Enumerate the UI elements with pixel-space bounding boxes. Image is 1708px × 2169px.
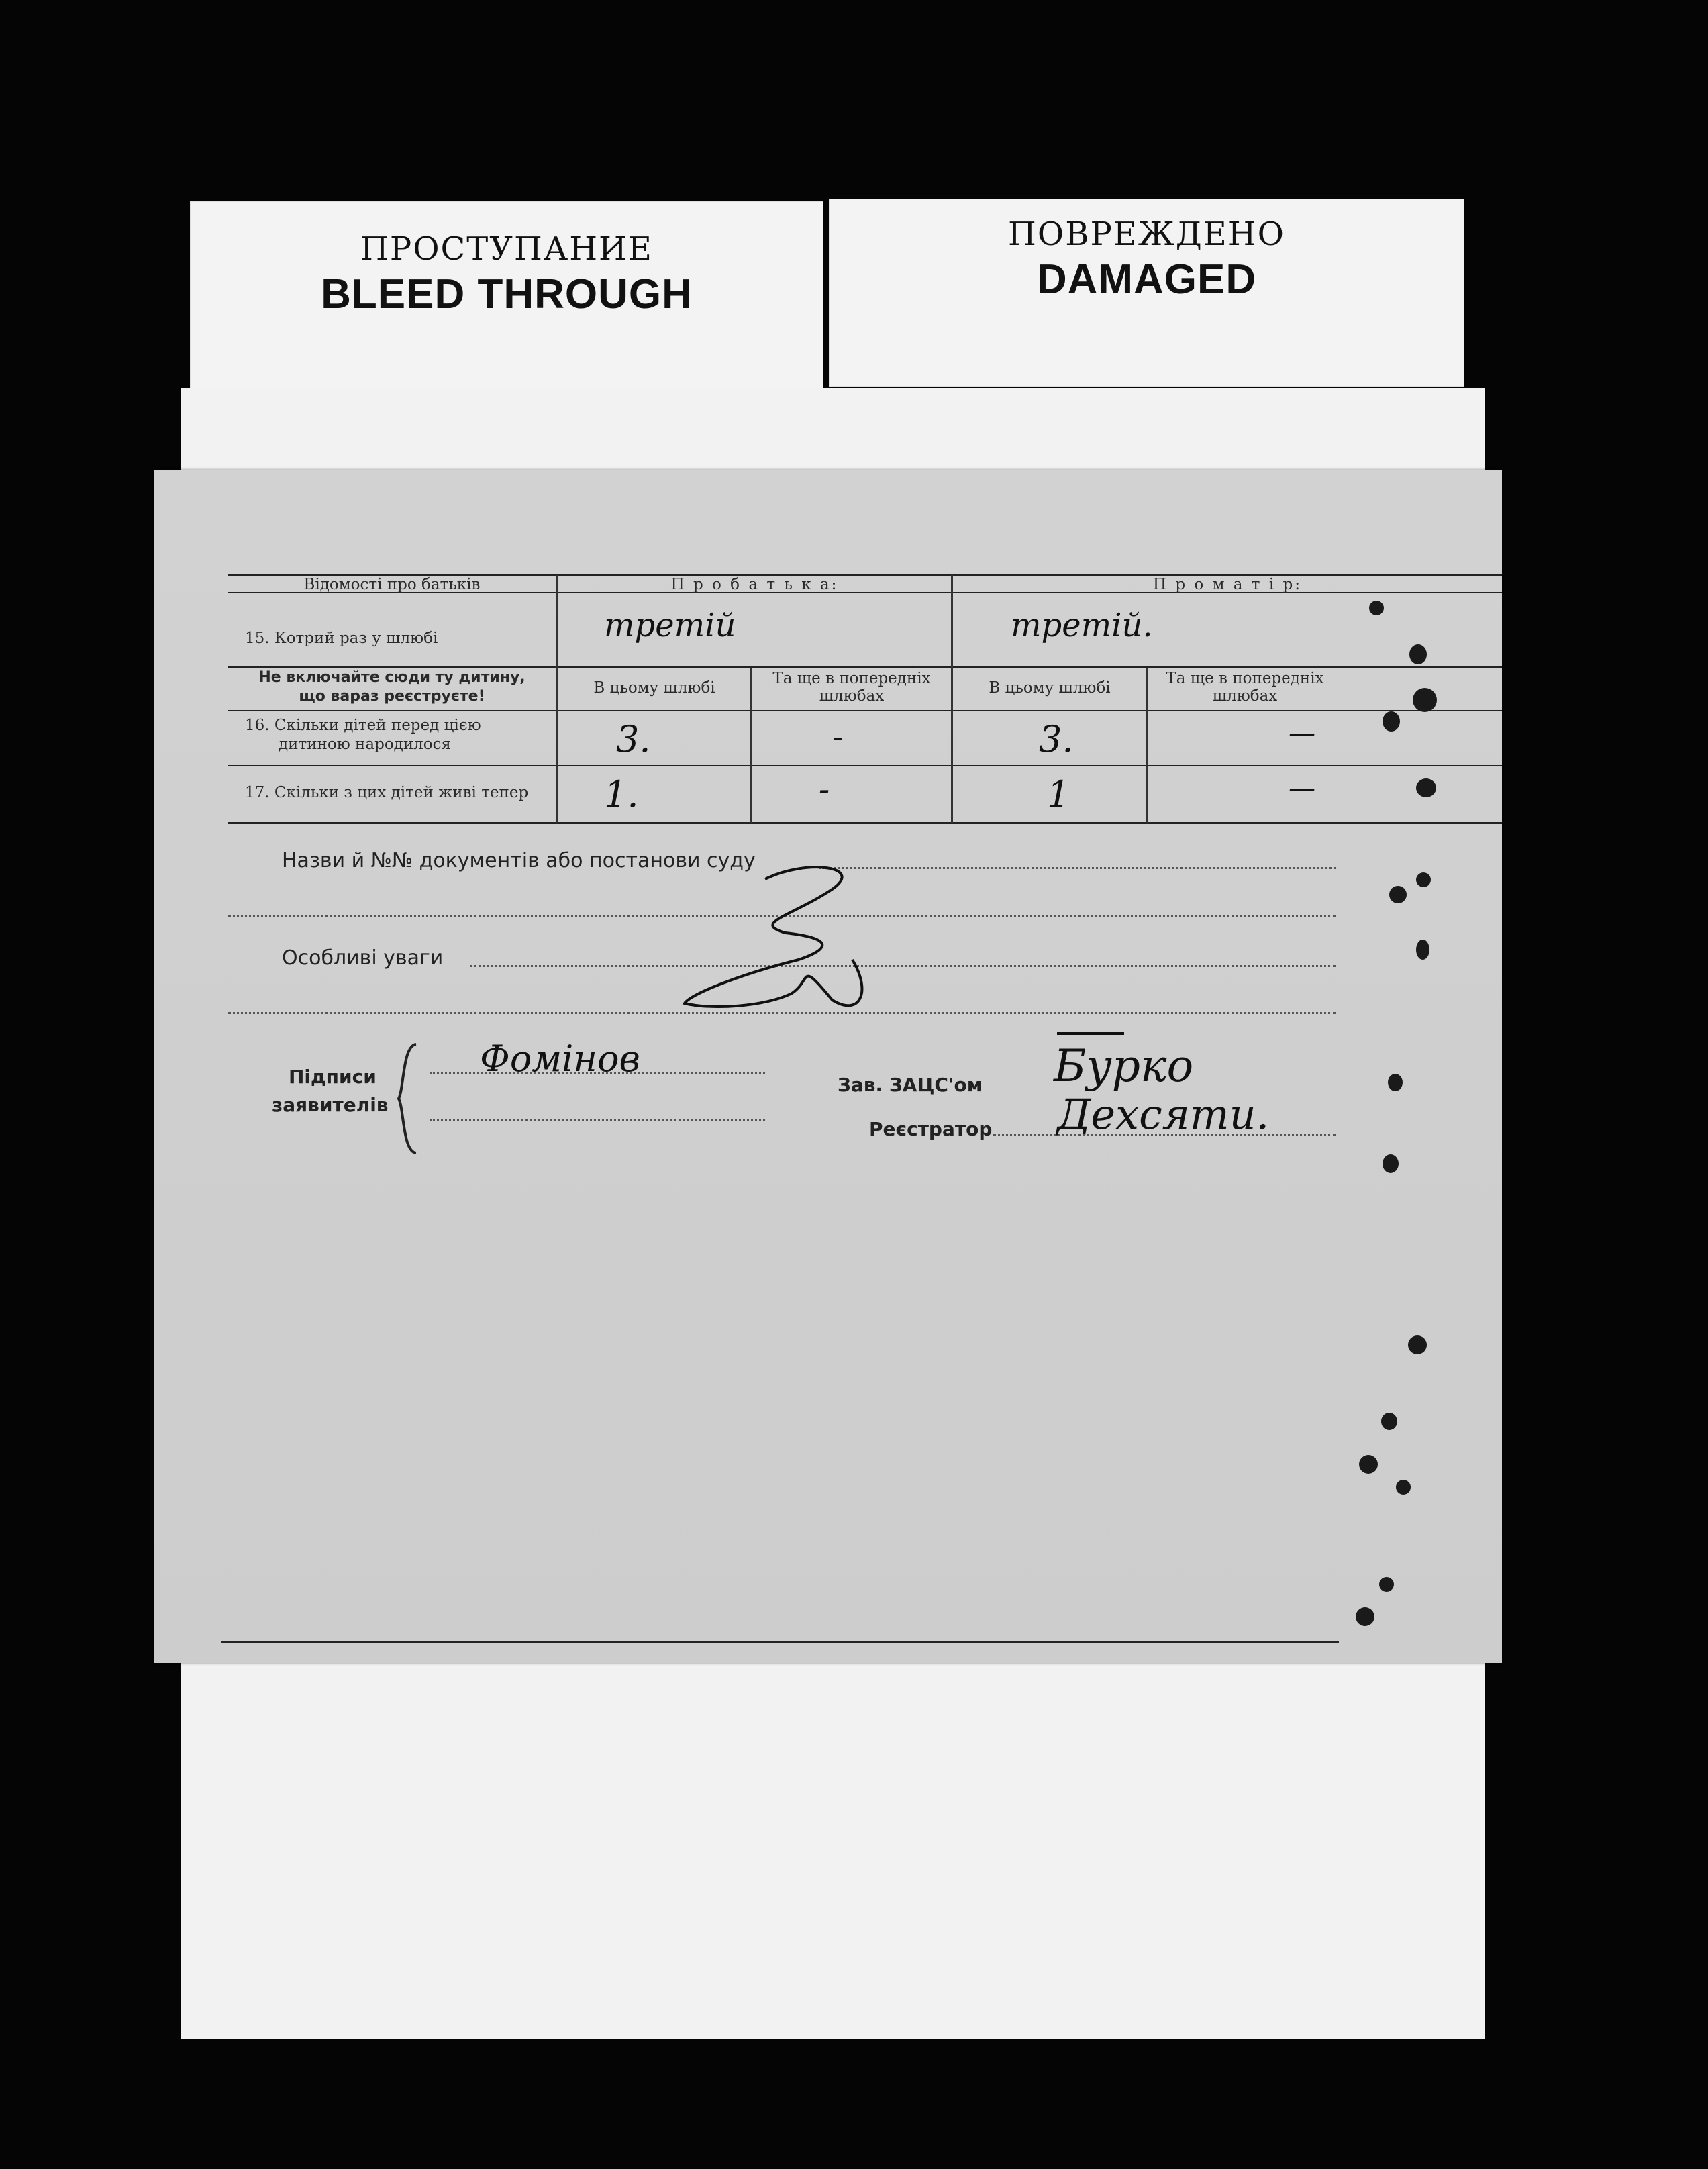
- damage-hole: [1396, 1480, 1411, 1495]
- row15-father-value: третій: [604, 607, 736, 644]
- note-line-1: Не включайте сюди ту дитину,: [258, 669, 525, 686]
- row16-father-prev: -: [832, 718, 844, 756]
- table-col-divider-1: [556, 575, 558, 823]
- note-line-2: що вараз реєструєте!: [299, 688, 485, 705]
- applicants-bracket: [396, 1042, 423, 1156]
- bleed-through-label: [190, 201, 823, 389]
- damage-hole: [1383, 1154, 1399, 1173]
- damaged-en: DAMAGED: [1036, 256, 1257, 303]
- row17-label: 17. Скільки з цих дітей живі тепер: [245, 784, 529, 801]
- header-parents-info: Відомості про батьків: [303, 576, 481, 593]
- remarks-label: Особливі уваги: [282, 946, 444, 970]
- row17-father-prev: -: [819, 770, 830, 808]
- row17-mother-this: 1: [1047, 773, 1070, 815]
- header-about-mother: П р о м а т і р:: [1153, 576, 1302, 593]
- row16-label-1: 16. Скільки дітей перед цією: [245, 717, 481, 734]
- subheader-father-prev-1: Та ще в попередніх: [772, 670, 931, 687]
- registrar-line: [993, 1134, 1336, 1136]
- registration-form: [154, 470, 1502, 1663]
- row15-mother-value: третій.: [1011, 607, 1153, 644]
- row15-label: 15. Котрий раз у шлюбі: [245, 629, 438, 647]
- damage-hole: [1381, 1413, 1397, 1430]
- table-bottom-rule: [228, 822, 1502, 824]
- table-note-rule: [228, 710, 1502, 711]
- head-signature: Бурко: [1054, 1040, 1194, 1092]
- damaged-label: [829, 199, 1464, 387]
- documents-label: Назви й №№ документів або постанови суду: [282, 849, 756, 872]
- registrar-label: Реєстратор: [869, 1118, 993, 1140]
- head-label: Зав. ЗАЦС'ом: [838, 1074, 983, 1096]
- applicants-label-1: Підписи: [289, 1066, 376, 1088]
- damage-hole: [1356, 1607, 1374, 1626]
- subheader-mother-prev-2: шлюбах: [1212, 687, 1278, 705]
- form-bottom-rule: [221, 1641, 1339, 1643]
- damage-hole: [1389, 886, 1407, 903]
- damage-hole: [1408, 1335, 1427, 1354]
- damage-hole: [1379, 1577, 1394, 1592]
- subheader-mother-this: В цьому шлюбі: [989, 679, 1111, 697]
- subheader-mother-prev-1: Та ще в попередніх: [1166, 670, 1324, 687]
- table-row15-rule: [228, 666, 1502, 668]
- damage-hole: [1369, 601, 1384, 615]
- damage-hole: [1416, 778, 1436, 797]
- damage-hole: [1388, 1074, 1403, 1091]
- applicant-signature: Фомінов: [480, 1038, 640, 1080]
- row16-label-2: дитиною народилося: [279, 736, 452, 753]
- applicants-label-2: заявителів: [272, 1094, 389, 1116]
- damage-hole: [1416, 940, 1429, 960]
- damage-hole: [1383, 711, 1400, 732]
- head-signature-strike: [1057, 1032, 1124, 1035]
- subheader-father-this: В цьому шлюбі: [593, 679, 715, 697]
- damaged-ru: ПОВРЕЖДЕНО: [1007, 215, 1286, 253]
- row16-mother-prev: —: [1289, 718, 1315, 749]
- row16-father-this: 3.: [616, 718, 651, 760]
- damage-hole: [1409, 644, 1427, 664]
- cancellation-mark: [671, 859, 953, 1013]
- applicant-signature-line-2: [430, 1119, 765, 1121]
- row17-father-this: 1.: [604, 773, 639, 815]
- row17-mother-prev: —: [1289, 773, 1315, 804]
- damage-hole: [1416, 872, 1431, 887]
- bleed-through-en: BLEED THROUGH: [321, 271, 693, 317]
- bleed-through-ru: ПРОСТУПАНИЕ: [360, 230, 653, 268]
- damage-hole: [1359, 1455, 1378, 1474]
- header-about-father: П р о б а т ь к а:: [670, 576, 839, 593]
- damage-hole: [1413, 688, 1437, 712]
- registrar-signature: Дехсяти.: [1057, 1090, 1270, 1139]
- subheader-father-prev-2: шлюбах: [819, 687, 885, 705]
- row16-mother-this: 3.: [1039, 718, 1074, 760]
- table-row16-rule: [228, 765, 1502, 766]
